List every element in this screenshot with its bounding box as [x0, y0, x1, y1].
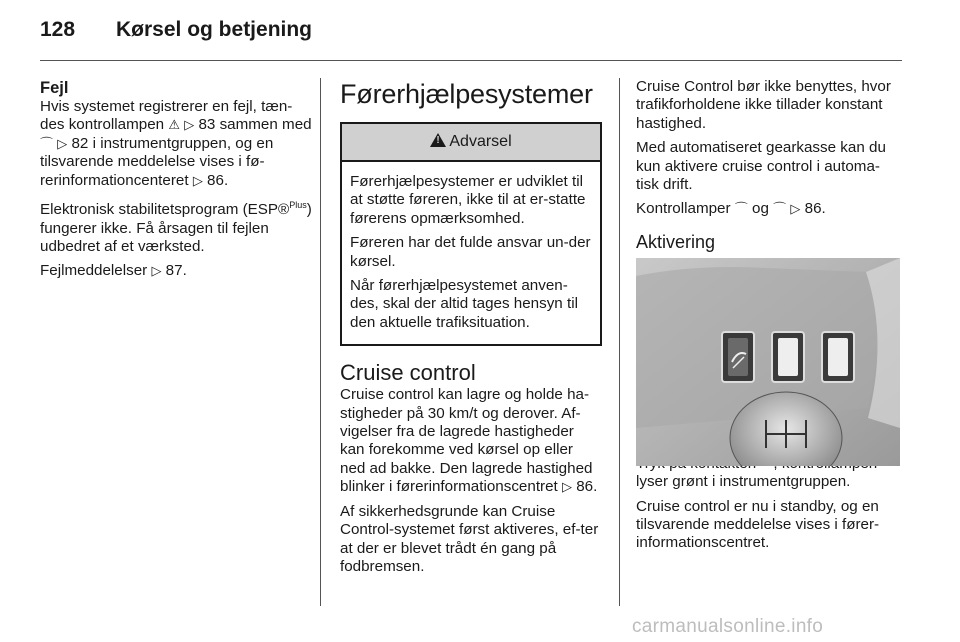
- ref-arrow-icon: ▷: [57, 135, 68, 151]
- warning-box: [340, 122, 602, 346]
- warning-title: Advarsel: [449, 133, 512, 150]
- cruise-safety-paragraph: Af sikkerhedsgrunde kan Cruise Control-systemet først aktiveres, ef-ter at der er blevet trådt én gang på fodbremsen.: [340, 502, 599, 575]
- standby-paragraph: Cruise control er nu i standby, og en tilsvarende meddelelse vises i fører-informationscentret.: [636, 497, 880, 552]
- page-section-title: Førerhjælpesystemer: [340, 79, 593, 109]
- cruise-lamp-icon: ⌒: [734, 201, 748, 217]
- warning-triangle-icon: [430, 133, 446, 147]
- warning-body: [342, 162, 600, 344]
- ref-arrow-icon: ▷: [562, 479, 572, 495]
- warning-text-3: Når førerhjælpesystemet anven-des, skal der altid tages hensyn til den aktuelle trafiksituation.: [350, 277, 578, 331]
- ref-arrow-icon: ▷: [192, 172, 203, 188]
- header-rule: [40, 60, 902, 61]
- page-number: 128: [40, 18, 76, 41]
- watermark: carmanualsonline.info: [632, 616, 824, 637]
- warning-text-1: Førerhjælpesystemer er udviklet til at støtte føreren, ikke til at er-statte førerens opmærksomhed.: [350, 173, 586, 227]
- ref-arrow-icon: ▷: [151, 263, 162, 279]
- ref-arrow-icon: ▷: [790, 201, 801, 217]
- column-divider-2: [619, 78, 620, 606]
- ref-arrow-icon: ▷: [184, 117, 195, 133]
- chapter-title: Kørsel og betjening: [116, 18, 313, 41]
- warning-text-2: Føreren har det fulde ansvar un-der kørsel.: [350, 234, 591, 270]
- activation-paragraph: lyser grønt i instrumentgruppen.: [636, 455, 902, 492]
- esp-paragraph: Elektronisk stabilitetsprogram (ESP®$^{Plus}$) fungerer ikke. Få årsagen til fejlen udbedret af et værksted.: [40, 200, 312, 255]
- section-title-cruise-control: Cruise control: [340, 360, 476, 386]
- dashboard-switch-photo: [636, 258, 900, 466]
- cruise-lamp-icon: ⌒: [773, 201, 787, 217]
- cruise-lamp-icon: ⌒: [40, 135, 54, 151]
- subheading-aktivering: Aktivering: [636, 231, 716, 252]
- warning-header: [342, 124, 600, 162]
- column-divider-1: [320, 78, 321, 606]
- error-messages-paragraph: Fejlmeddelelser ▷ 87.: [40, 262, 187, 280]
- cruise-usage-paragraph: Cruise Control bør ikke benyttes, hvor trafikforholdene ikke tillader konstant hastighed.: [636, 78, 891, 132]
- page-header: [0, 0, 960, 60]
- dashboard-switch-illustration: [636, 258, 900, 466]
- automatic-gearbox-paragraph: Med automatiseret gearkasse kan du kun aktivere cruise control i automa-tisk drift.: [636, 139, 886, 194]
- cruise-description-paragraph: Cruise control kan lagre og holde ha-stigheder på 30 km/t og derover. Af-vigelser fra de lagrede hastigheder kan forekomme ved kørsel op eller ned ad bakke. Den lagrede hastighed blinker i førerinformationscentret ▷ 86.: [340, 386, 598, 496]
- control-lamps-paragraph: Kontrollamper ⌒ og ⌒ ▷ 86.: [636, 200, 826, 218]
- column-2: [340, 78, 602, 582]
- section-heading-fejl: Fejl: [40, 79, 69, 97]
- column-1: [40, 78, 312, 287]
- fault-paragraph: Hvis systemet registrerer en fejl, tæn-des kontrollampen ⚠ ▷ 83 sammen med ⌒ ▷ 82 i instrumentgruppen, og en tilsvarende meddelelse vises i fø-rerinformationcenteret ▷ 86.: [40, 98, 312, 189]
- esp-lamp-icon: ⚠: [168, 117, 180, 133]
